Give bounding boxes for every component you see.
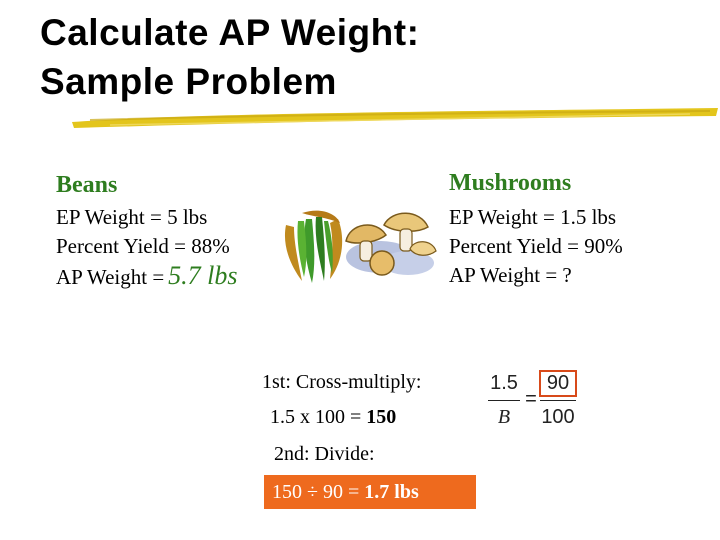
calc2-prefix: 150 ÷ 90 =: [272, 481, 360, 503]
beans-info: [56, 203, 238, 292]
eq-right-fraction-bar: [540, 400, 576, 401]
calc1-result: 150: [366, 406, 397, 428]
mushrooms-ap-weight: AP Weight = ?: [449, 263, 572, 287]
step-2-label: 2nd: Divide:: [274, 443, 375, 465]
beans-ep-weight: EP Weight = 5 lbs: [56, 205, 208, 229]
cross-multiply-calc: [270, 406, 396, 429]
eq-left-fraction-bar: [488, 400, 520, 401]
eq-left-numerator: 1.5: [490, 372, 518, 394]
mushrooms-icon: [340, 205, 440, 285]
eq-right-denominator: 100: [541, 406, 575, 428]
eq-equals-sign: =: [525, 388, 537, 410]
mushrooms-info: [449, 203, 623, 290]
beans-ap-label: AP Weight =: [56, 265, 165, 289]
eq-left-denominator: B: [497, 406, 511, 428]
title-line-2: Sample Problem: [40, 61, 337, 102]
beans-heading: Beans: [56, 172, 118, 198]
slide-title: [40, 8, 680, 106]
calc1-prefix: 1.5 x 100 =: [270, 406, 362, 428]
beans-ap-weight-row: [56, 261, 238, 292]
divide-calc-highlight: [264, 475, 476, 509]
eq-right-numerator: 90: [546, 372, 570, 394]
title-line-1: Calculate AP Weight:: [40, 12, 420, 53]
step-1-label: 1st: Cross-multiply:: [262, 371, 422, 393]
proportion-equation: [488, 372, 580, 434]
mushrooms-percent-yield: Percent Yield = 90%: [449, 234, 623, 258]
beans-ap-answer: 5.7 lbs: [168, 261, 238, 290]
calc2-result: 1.7 lbs: [364, 481, 419, 503]
mushrooms-heading: Mushrooms: [449, 170, 572, 196]
beans-percent-yield: Percent Yield = 88%: [56, 234, 230, 258]
mushrooms-ep-weight: EP Weight = 1.5 lbs: [449, 205, 617, 229]
brush-stroke-divider-icon: [70, 104, 720, 130]
